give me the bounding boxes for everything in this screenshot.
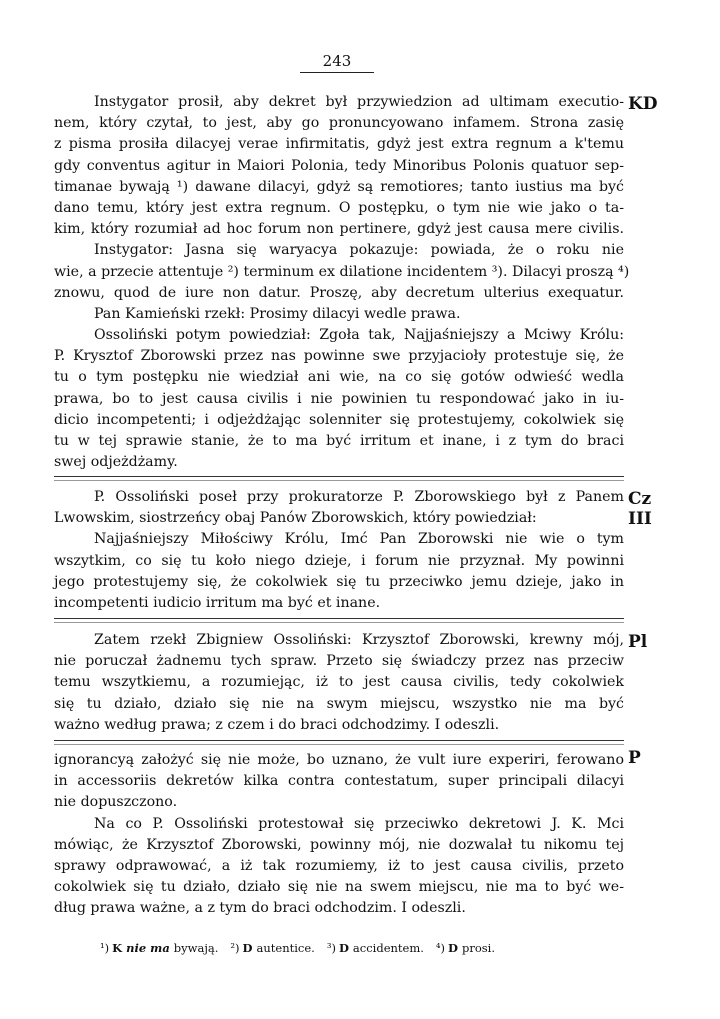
section-divider xyxy=(54,740,624,741)
margin-siglum: KD xyxy=(628,94,658,114)
text-line: swej odjeżdżamy. xyxy=(54,454,178,471)
margin-siglum-kd xyxy=(628,94,658,114)
footnote-siglum: K xyxy=(112,941,123,955)
margin-siglum-cz-iii xyxy=(628,489,652,529)
text-line: Pan Kamieński rzekł: Prosimy dilacyi wedle prawa. xyxy=(94,305,461,322)
text-line: dług prawa ważne, a z tym do braci odchodzim. I odeszli. xyxy=(54,900,466,917)
section-divider xyxy=(54,480,624,481)
margin-siglum-p xyxy=(628,748,641,768)
footnote-italic: nie ma xyxy=(126,941,170,955)
text-line: Ossoliński potym powiedział: Zgoła tak, Najjaśniejszy a Mciwy Królu: xyxy=(94,327,624,344)
text-line: prawa, bo to jest causa civilis i nie powinien tu respondować jako in iu- xyxy=(54,390,624,407)
footnote-mark: ¹) xyxy=(100,941,110,955)
footnote xyxy=(436,941,495,955)
footnote xyxy=(230,941,314,955)
margin-siglum: P xyxy=(628,748,641,768)
text-line: timanae bywają ¹) dawane dilacyi, gdyż są remotiores; tanto iustius ma być xyxy=(54,178,624,195)
footnote-siglum: D xyxy=(338,941,349,955)
text-line: P. Krysztof Zborowski przez nas powinne swe przyjacioły protestuje się, że xyxy=(54,348,624,365)
text-line: nem, który czytał, to jest, aby go pronuncyowano infamem. Strona zasię xyxy=(54,115,624,132)
text-line: wie, a przecie attentuje ²) terminum ex dilatione incidentem ³). Dilacyi proszą ⁴) xyxy=(54,263,630,280)
section-divider xyxy=(54,476,624,477)
text-line: Najjaśniejszy Miłościwy Królu, Imć Pan Zborowski nie wie o tym xyxy=(94,531,624,548)
section-pl xyxy=(54,630,624,736)
margin-siglum: III xyxy=(628,509,652,529)
text-line: jego protestujemy się, że cokolwiek się tu przeciwko jemu dzieje, jako in xyxy=(54,573,624,590)
section-divider xyxy=(54,622,624,623)
text-line: wszytkim, co się tu koło niego dzieje, i forum nie przyznał. My powinni xyxy=(54,552,624,569)
text-line: Na co P. Ossoliński protestował się przeciwko dekretowi J. K. Mci xyxy=(94,815,624,832)
text-line: mówiąc, że Krzysztof Zborowski, powinny mój, nie dozwalał tu nikomu tej xyxy=(54,836,624,853)
text-line: in accessoriis dekretów kilka contra contestatum, super principali dilacyi xyxy=(54,773,624,790)
text-line: Lwowskim, siostrzeńcy obaj Panów Zborowskich, który powiedział: xyxy=(54,510,537,527)
text-line: gdy conventus agitur in Maiori Polonia, tedy Minoribus Polonis quatuor sep- xyxy=(54,157,624,174)
footnote-text: bywają. xyxy=(173,941,219,955)
margin-siglum: Cz xyxy=(628,489,652,509)
footnote-siglum: D xyxy=(448,941,458,955)
section-divider xyxy=(54,618,624,619)
text-line: sprawy odprawować, a iż tak rozumiemy, iż to jest causa civilis, przeto xyxy=(54,857,624,874)
footnotes xyxy=(100,940,540,956)
text-line: Instygator prosił, aby dekret był przywiedzion ad ultimam executio- xyxy=(94,94,624,110)
text-line: ignorancyą założyć się nie może, bo uznano, że vult iure experiri, ferowano xyxy=(54,752,624,768)
text-line: tu o tym postępku nie wiedział ani wie, na co się gotów odwieść wedla xyxy=(54,369,624,386)
text-line: ważno według prawa; z czem i do braci odchodzimy. I odeszli. xyxy=(54,716,500,733)
text-line: temu wszytkiemu, a rozumiejąc, iż to jest causa civilis, tedy cokolwiek xyxy=(54,674,624,691)
footnote-mark: ³) xyxy=(326,941,336,955)
footnote xyxy=(100,941,218,955)
text-line: z pisma prosiła dilacyej verae infirmitatis, gdyż jest extra regnum a k'temu xyxy=(54,136,624,153)
section-p xyxy=(54,750,624,920)
footnote xyxy=(327,941,424,955)
text-line: incompetenti iudicio irritum ma być et inane. xyxy=(54,594,381,611)
footnote-mark: ⁴) xyxy=(435,941,446,955)
footnote-text: prosi. xyxy=(462,941,496,955)
footnote-mark: ²) xyxy=(230,941,240,955)
text-line: kim, który rozumiał ad hoc forum non pertinere, gdyż jest causa mere civilis. xyxy=(54,221,624,238)
footnote-text: accidentem. xyxy=(352,941,424,955)
page-number: 243 xyxy=(300,52,374,73)
text-line: nie poruczał żadnemu tych spraw. Przeto się świadczy przez nas przeciw xyxy=(54,653,624,670)
footnote-text: autentice. xyxy=(256,941,315,955)
text-line: dicio incompetenti; i odjeżdżając solenniter się protestujemy, cokolwiek się xyxy=(54,411,624,428)
footnote-siglum: D xyxy=(242,941,253,955)
section-kd xyxy=(54,92,630,473)
text-line: nie dopuszczono. xyxy=(54,794,178,811)
text-line: tu w tej sprawie stanie, że to ma być irritum et inane, i z tym do braci xyxy=(54,433,624,449)
section-divider xyxy=(54,744,624,745)
text-line: znowu, quod de iure non datur. Proszę, aby decretum ulterius exequatur. xyxy=(54,284,624,301)
text-line: się tu działo, działo się nie na swym miejscu, wszystko nie ma być xyxy=(54,695,624,712)
text-line: Instygator: Jasna się waryacya pokazuje: powiada, że o roku nie xyxy=(94,242,624,259)
margin-siglum: Pl xyxy=(628,632,648,652)
section-cz-iii xyxy=(54,487,624,614)
text-line: P. Ossoliński poseł przy prokuratorze P. Zborowskiego był z Panem xyxy=(94,489,624,505)
text-line: cokolwiek się tu działo, działo się nie na swem miejscu, nie ma to być we- xyxy=(54,879,624,896)
text-line: dano temu, który jest extra regnum. O postępku, o tym nie wie jako o ta- xyxy=(54,199,624,216)
margin-siglum-pl xyxy=(628,632,647,652)
text-line: Zatem rzekł Zbigniew Ossoliński: Krzysztof Zborowski, krewny mój, xyxy=(94,632,624,648)
